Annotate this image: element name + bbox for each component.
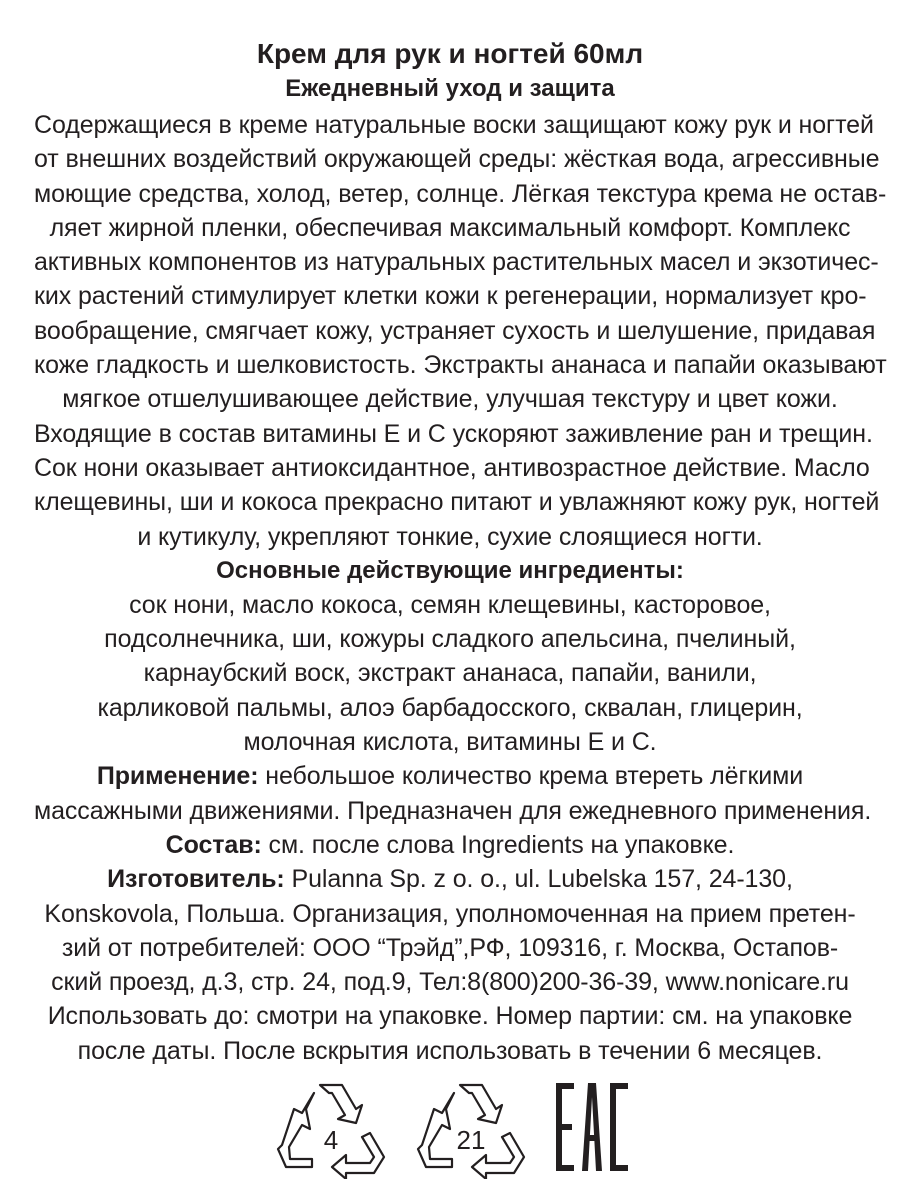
manufacturer-line [34, 862, 866, 896]
product-subtitle: Ежедневный уход и защита [285, 75, 615, 102]
manufacturer-line: зий от потребителей: ООО “Трэйд”,РФ, 109316, г. Москва, Остапов- [61, 933, 839, 962]
expiry-line: Использовать до: смотри на упаковке. Номер партии: см. на упаковке [47, 1002, 853, 1031]
manufacturer-label: Изготовитель: [107, 865, 285, 894]
recycle-code-4: 4 [323, 1125, 339, 1155]
description-line: Сок нони оказывает антиоксидантное, антивозрастное действие. Масло [34, 453, 870, 482]
manufacturer-section [34, 862, 866, 999]
composition-label: Состав: [165, 830, 262, 859]
manufacturer-text: Pulanna Sp. z o. o., ul. Lubelska 157, 24-130, [284, 865, 793, 894]
recycle-code-21: 21 [456, 1125, 486, 1155]
ingredients-line: карнаубский воск, экстракт ананаса, папайи, ванили, [143, 659, 757, 688]
composition-line [34, 828, 866, 862]
description-line: моющие средства, холод, ветер, солнце. Лёгкая текстура крема не остав- [34, 179, 887, 208]
ingredients-line: сок нони, масло кокоса, семян клещевины, касторовое, [129, 590, 771, 619]
recycle-symbol-21 [412, 1075, 530, 1179]
eac-mark [556, 1083, 628, 1171]
description-line: мягкое отшелушивающее действие, улучшая текстуру и цвет кожи. [62, 385, 838, 414]
ingredients-line: молочная кислота, витамины Е и С. [243, 728, 657, 757]
description-line: Входящие в состав витамины Е и С ускоряют заживление ран и трещин. [34, 419, 873, 448]
expiry-section [34, 999, 866, 1068]
expiry-line: после даты. После вскрытия использовать в течении 6 месяцев. [77, 1036, 823, 1065]
ingredients-line: карликовой пальмы, алоэ барбадосского, сквалан, глицерин, [97, 693, 803, 722]
description-line: ляет жирной пленки, обеспечивая максимальный комфорт. Комплекс [49, 213, 851, 242]
description-line: Содержащиеся в креме натуральные воски защищают кожу рук и ногтей [34, 111, 874, 139]
manufacturer-line: Konskovola, Польша. Организация, уполномоченная на прием претен- [44, 899, 856, 928]
composition-section [34, 828, 866, 862]
description-line: коже гладкость и шелковистость. Экстракты ананаса и папайи оказывают [34, 351, 887, 380]
usage-text: небольшое количество крема втереть лёгкими [258, 762, 804, 791]
description-line: и кутикулу, укрепляют тонкие, сухие слоящиеся ногти. [137, 522, 763, 551]
description-line: активных компонентов из натуральных растительных масел и экзотичес- [34, 248, 879, 277]
certification-symbols [0, 1075, 900, 1179]
usage-line [34, 759, 866, 793]
description-line: ких растений стимулирует клетки кожи к регенерации, нормализует кро- [34, 282, 867, 311]
description-line: от внешних воздействий окружающей среды: жёсткая вода, агрессивные [34, 145, 880, 174]
ingredients-heading: Основные действующие ингредиенты: [216, 556, 684, 584]
eac-logo-icon [556, 1083, 628, 1171]
ingredients-list [34, 588, 866, 759]
description-line: вообращение, смягчает кожу, устраняет сухость и шелушение, придавая [34, 316, 876, 345]
manufacturer-line: ский проезд, д.3, стр. 24, под.9, Тел:8(800)200-36-39, www.nonicare.ru [51, 968, 849, 997]
usage-label: Применение: [96, 762, 259, 791]
usage-line: массажными движениями. Предназначен для ежедневного применения. [34, 796, 872, 825]
description [34, 108, 887, 554]
product-title: Крем для рук и ногтей 60мл [256, 38, 644, 69]
recycle-symbol-4 [272, 1075, 390, 1179]
ingredients-line: подсолнечника, ши, кожуры сладкого апельсина, пчелиный, [104, 625, 796, 654]
description-line: клещевины, ши и кокоса прекрасно питают и увлажняют кожу рук, ногтей [34, 488, 880, 517]
usage-section [34, 759, 872, 828]
composition-text: см. после слова Ingredients на упаковке. [261, 830, 735, 859]
